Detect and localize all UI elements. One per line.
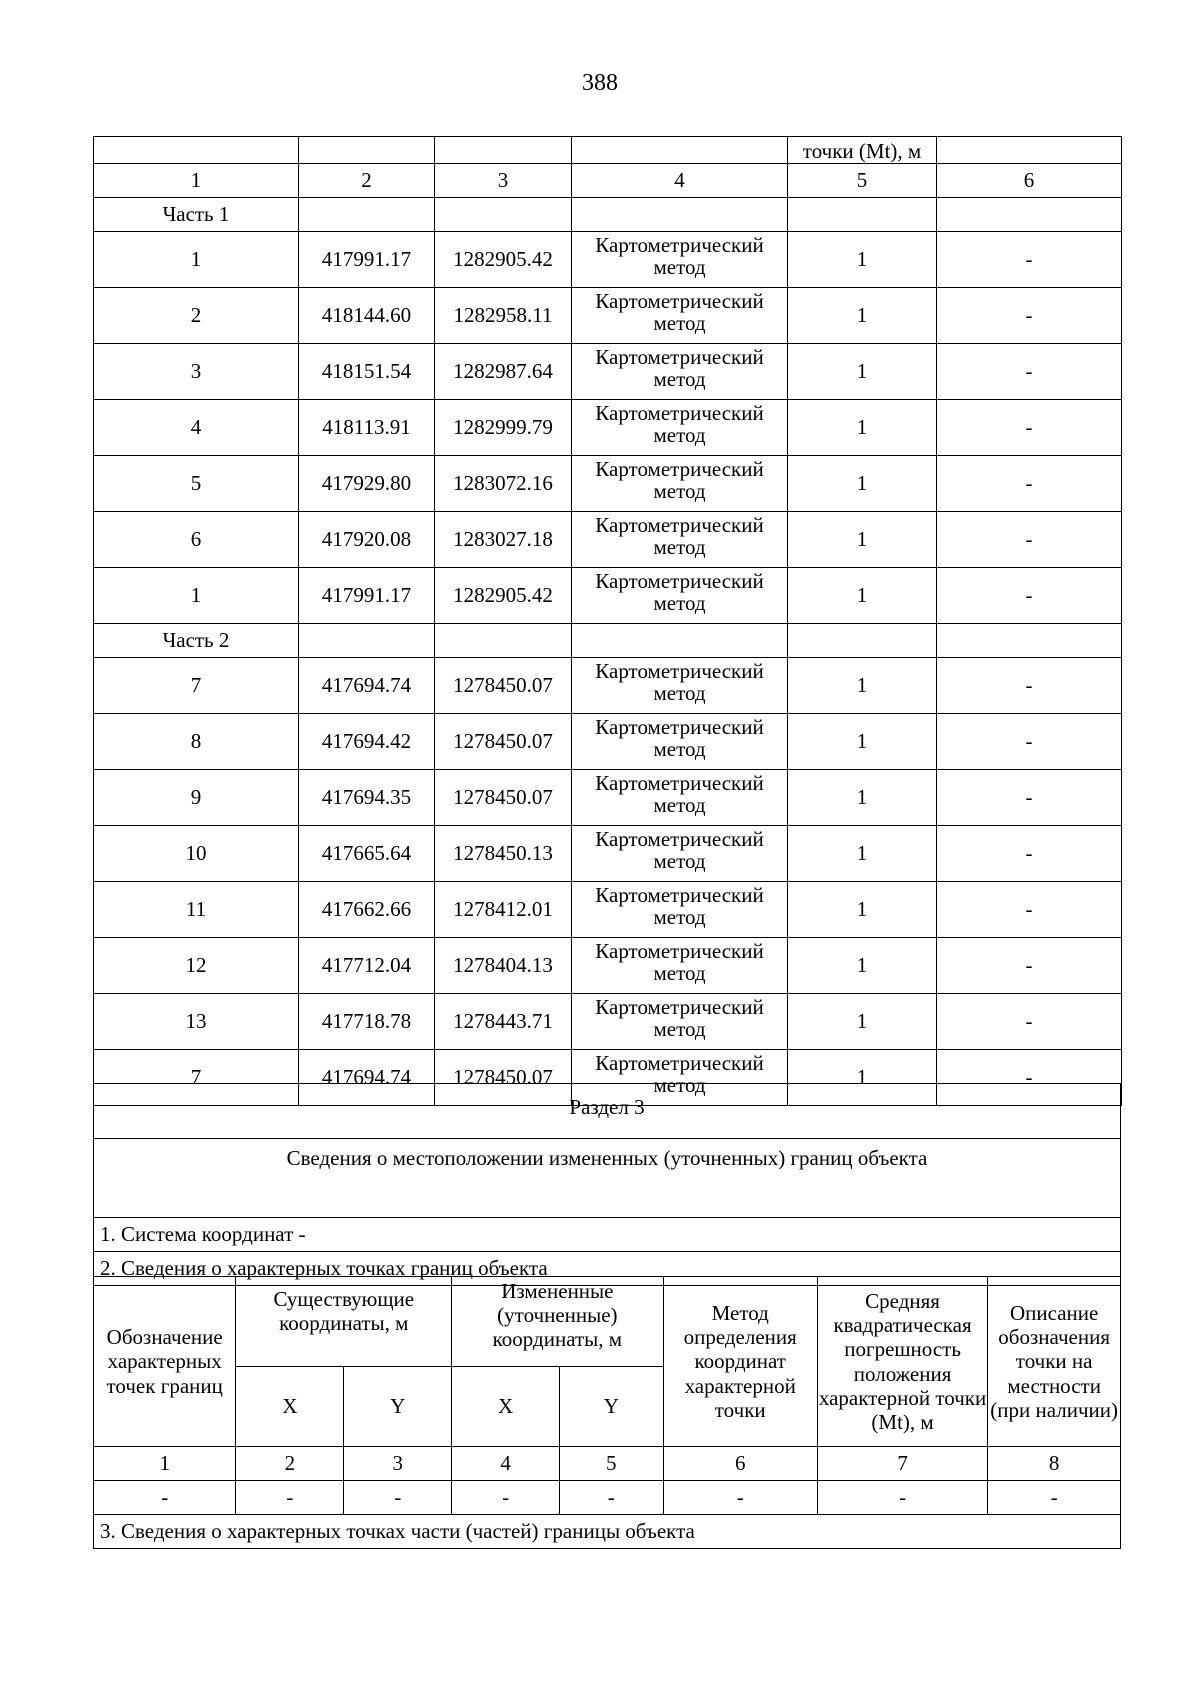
point-number: 13	[94, 994, 299, 1050]
x-coordinate: 417694.74	[299, 1050, 435, 1106]
mt-value: 1	[788, 770, 937, 826]
header-existing-coords: Существующие координаты, м	[236, 1277, 452, 1367]
y-coordinate: 1282958.11	[435, 288, 572, 344]
method-cell: Картометрический метод	[572, 512, 788, 568]
table-row	[94, 658, 1122, 714]
changed-points-table	[93, 1276, 1121, 1549]
point-number: 6	[94, 512, 299, 568]
x-coordinate: 418144.60	[299, 288, 435, 344]
table-row	[94, 568, 1122, 624]
points-heading: 2. Сведения о характерных точках границ объекта	[94, 1252, 1121, 1286]
y-coordinate: 1278450.07	[435, 770, 572, 826]
y-coordinate: 1278450.07	[435, 1050, 572, 1106]
method-cell: Картометрический метод	[572, 344, 788, 400]
empty-cell: -	[988, 1481, 1121, 1515]
header-x-changed: X	[452, 1367, 560, 1447]
table-row	[94, 994, 1122, 1050]
section-title: Раздел 3	[94, 1084, 1121, 1139]
x-coordinate: 417929.80	[299, 456, 435, 512]
method-cell: Картометрический метод	[572, 770, 788, 826]
x-coordinate: 417694.35	[299, 770, 435, 826]
table-row	[94, 232, 1122, 288]
header-continuation-row	[94, 137, 1122, 164]
empty-cell: -	[663, 1481, 817, 1515]
table-row	[94, 288, 1122, 344]
y-coordinate: 1278450.07	[435, 658, 572, 714]
column-number: 4	[452, 1447, 560, 1481]
header-method: Метод определения координат характерной точки	[663, 1277, 817, 1447]
table-row	[94, 714, 1122, 770]
table-row	[94, 826, 1122, 882]
empty-cell: -	[560, 1481, 664, 1515]
table-row	[94, 938, 1122, 994]
mt-value: 1	[788, 882, 937, 938]
y-coordinate: 1282987.64	[435, 344, 572, 400]
header-description: Описание обозначения точки на местности (при наличии)	[988, 1277, 1121, 1447]
point-number: 7	[94, 658, 299, 714]
description-cell: -	[937, 1050, 1122, 1106]
x-coordinate: 418151.54	[299, 344, 435, 400]
x-coordinate: 417662.66	[299, 882, 435, 938]
empty-cell: -	[236, 1481, 344, 1515]
y-coordinate: 1283027.18	[435, 512, 572, 568]
y-coordinate: 1282905.42	[435, 232, 572, 288]
description-cell: -	[937, 714, 1122, 770]
y-coordinate: 1283072.16	[435, 456, 572, 512]
description-cell: -	[937, 882, 1122, 938]
description-cell: -	[937, 938, 1122, 994]
x-coordinate: 417991.17	[299, 232, 435, 288]
method-cell: Картометрический метод	[572, 232, 788, 288]
y-coordinate: 1278404.13	[435, 938, 572, 994]
x-coordinate: 417920.08	[299, 512, 435, 568]
table-row	[94, 512, 1122, 568]
description-cell: -	[937, 344, 1122, 400]
section3-table	[93, 1083, 1121, 1286]
method-cell: Картометрический метод	[572, 1050, 788, 1106]
x-coordinate: 417991.17	[299, 568, 435, 624]
column-number: 2	[299, 164, 435, 198]
point-number: 10	[94, 826, 299, 882]
mt-value: 1	[788, 232, 937, 288]
description-cell: -	[937, 400, 1122, 456]
column-number: 8	[988, 1447, 1121, 1481]
section-description: Сведения о местоположении измененных (уточненных) границ объекта	[94, 1139, 1121, 1218]
empty-cell: -	[344, 1481, 452, 1515]
y-coordinate: 1282905.42	[435, 568, 572, 624]
column-number: 6	[663, 1447, 817, 1481]
empty-cell: -	[452, 1481, 560, 1515]
mt-value: 1	[788, 568, 937, 624]
empty-cell: -	[94, 1481, 236, 1515]
header-y-existing: Y	[344, 1367, 452, 1447]
method-cell: Картометрический метод	[572, 826, 788, 882]
description-cell: -	[937, 456, 1122, 512]
mt-value: 1	[788, 456, 937, 512]
x-coordinate: 417712.04	[299, 938, 435, 994]
table-row	[94, 344, 1122, 400]
method-cell: Картометрический метод	[572, 938, 788, 994]
mt-value: 1	[788, 714, 937, 770]
y-coordinate: 1282999.79	[435, 400, 572, 456]
description-cell: -	[937, 826, 1122, 882]
point-number: 2	[94, 288, 299, 344]
column-number: 4	[572, 164, 788, 198]
y-coordinate: 1278412.01	[435, 882, 572, 938]
point-number: 7	[94, 1050, 299, 1106]
header-x-existing: X	[236, 1367, 344, 1447]
y-coordinate: 1278450.07	[435, 714, 572, 770]
method-cell: Картометрический метод	[572, 714, 788, 770]
part-label: Часть 1	[94, 198, 299, 232]
mt-value: 1	[788, 1050, 937, 1106]
method-cell: Картометрический метод	[572, 882, 788, 938]
table-row	[94, 456, 1122, 512]
table-row	[94, 882, 1122, 938]
part-row	[94, 624, 1122, 658]
part-label: Часть 2	[94, 624, 299, 658]
x-coordinate: 417694.42	[299, 714, 435, 770]
column-number: 3	[435, 164, 572, 198]
header-changed-coords: Измененные (уточненные) координаты, м	[452, 1277, 663, 1367]
column-number: 6	[937, 164, 1122, 198]
point-number: 8	[94, 714, 299, 770]
x-coordinate: 417665.64	[299, 826, 435, 882]
point-number: 12	[94, 938, 299, 994]
mt-value: 1	[788, 826, 937, 882]
y-coordinate: 1278443.71	[435, 994, 572, 1050]
method-cell: Картометрический метод	[572, 658, 788, 714]
point-number: 9	[94, 770, 299, 826]
mt-value: 1	[788, 994, 937, 1050]
column-number: 3	[344, 1447, 452, 1481]
x-coordinate: 417718.78	[299, 994, 435, 1050]
description-cell: -	[937, 658, 1122, 714]
header-designation: Обозначение характерных точек границ	[94, 1277, 236, 1447]
header-y-changed: Y	[560, 1367, 664, 1447]
method-cell: Картометрический метод	[572, 568, 788, 624]
part-row	[94, 198, 1122, 232]
coord-system-line: 1. Система координат -	[94, 1218, 1121, 1252]
column-number: 7	[817, 1447, 987, 1481]
parts-heading: 3. Сведения о характерных точках части (частей) границы объекта	[94, 1515, 1121, 1549]
boundary-points-table	[93, 136, 1122, 1106]
column-number: 2	[236, 1447, 344, 1481]
mt-value: 1	[788, 400, 937, 456]
mt-value: 1	[788, 344, 937, 400]
column-number: 1	[94, 1447, 236, 1481]
point-number: 3	[94, 344, 299, 400]
method-cell: Картометрический метод	[572, 456, 788, 512]
header-accuracy: Средняя квадратическая погрешность положения характерной точки (Mt), м	[817, 1277, 987, 1447]
column-number: 5	[560, 1447, 664, 1481]
description-cell: -	[937, 770, 1122, 826]
description-cell: -	[937, 512, 1122, 568]
column-number: 5	[788, 164, 937, 198]
method-cell: Картометрический метод	[572, 288, 788, 344]
header-cell: точки (Mt), м	[788, 137, 937, 164]
description-cell: -	[937, 232, 1122, 288]
table-row	[94, 770, 1122, 826]
description-cell: -	[937, 994, 1122, 1050]
mt-value: 1	[788, 512, 937, 568]
point-number: 4	[94, 400, 299, 456]
x-coordinate: 417694.74	[299, 658, 435, 714]
method-cell: Картометрический метод	[572, 994, 788, 1050]
method-cell: Картометрический метод	[572, 400, 788, 456]
mt-value: 1	[788, 288, 937, 344]
description-cell: -	[937, 288, 1122, 344]
empty-cell: -	[817, 1481, 987, 1515]
table-row	[94, 400, 1122, 456]
y-coordinate: 1278450.13	[435, 826, 572, 882]
column-number-row	[94, 164, 1122, 198]
point-number: 11	[94, 882, 299, 938]
x-coordinate: 418113.91	[299, 400, 435, 456]
page-number: 388	[582, 70, 618, 96]
point-number: 5	[94, 456, 299, 512]
mt-value: 1	[788, 658, 937, 714]
column-number: 1	[94, 164, 299, 198]
mt-value: 1	[788, 938, 937, 994]
point-number: 1	[94, 568, 299, 624]
description-cell: -	[937, 568, 1122, 624]
point-number: 1	[94, 232, 299, 288]
